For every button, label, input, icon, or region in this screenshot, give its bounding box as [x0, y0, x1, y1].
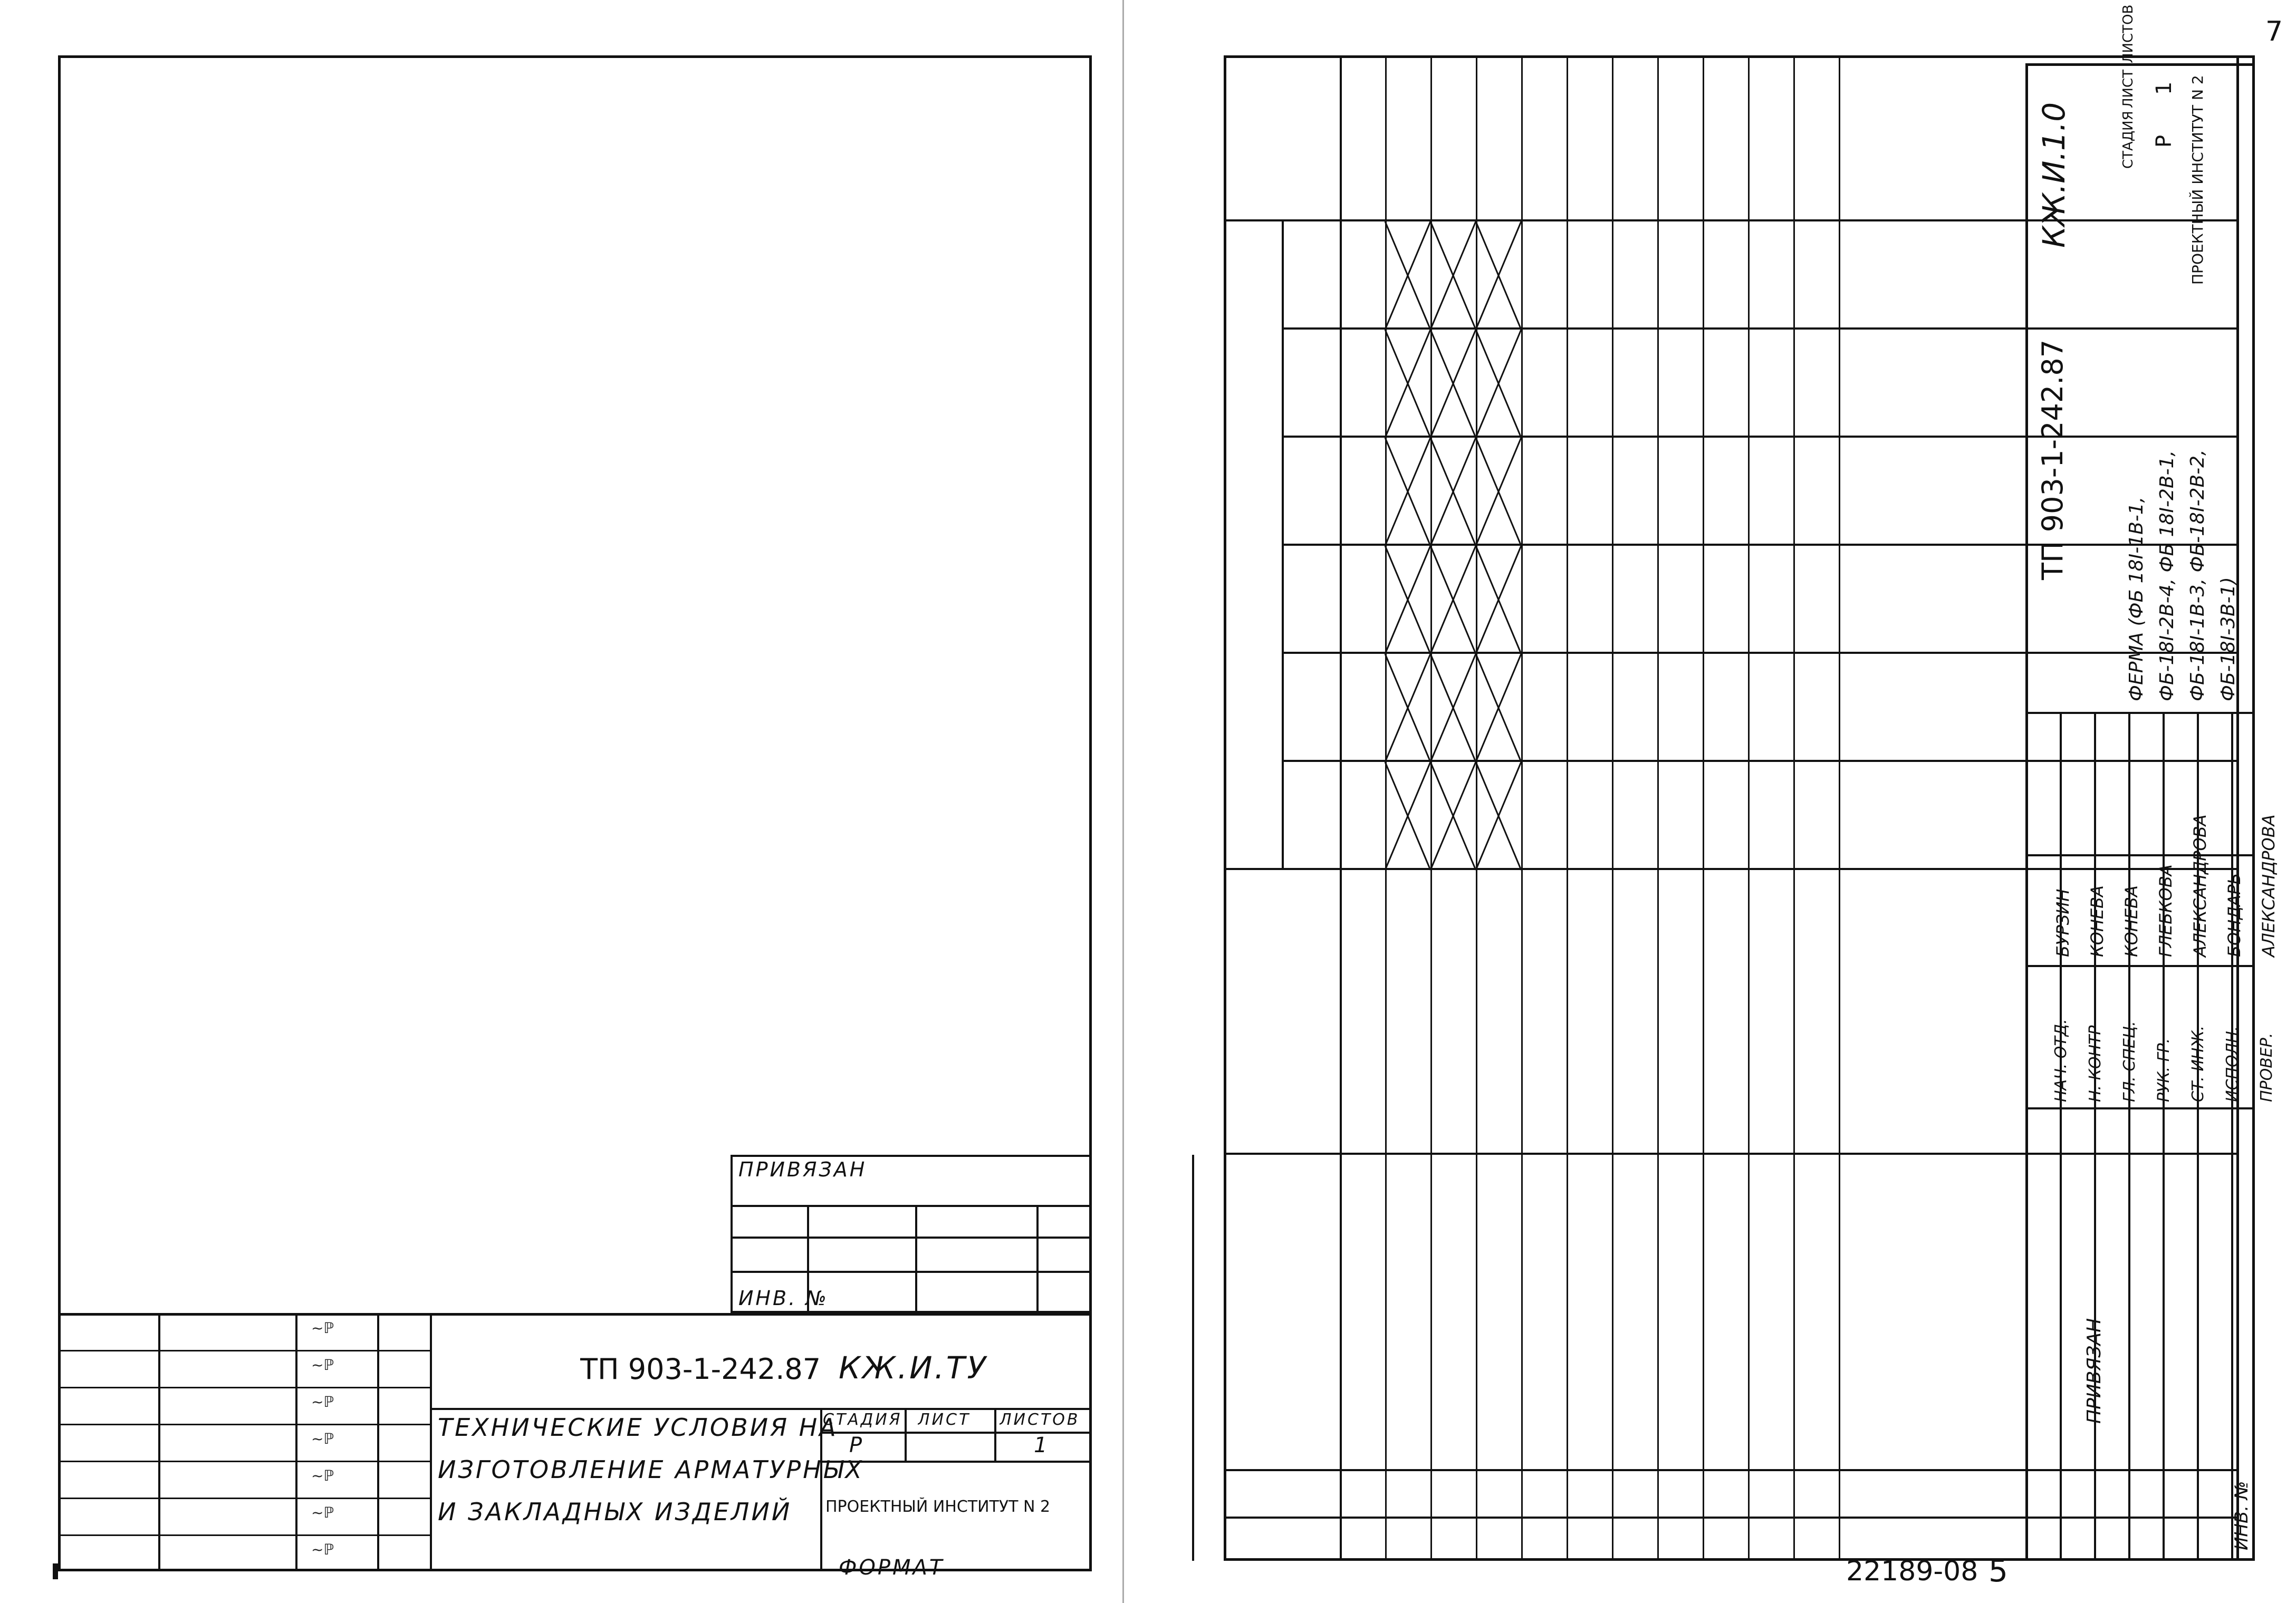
stamp-row-line [58, 1424, 430, 1425]
sheet-divider [1122, 0, 1124, 1603]
stamp-col-line [2163, 712, 2165, 1561]
stamp-row-line [58, 1350, 430, 1351]
left-sheet-label: ЛИСТ [918, 1411, 971, 1429]
left-title-line-2: ИЗГОТОВЛЕНИЕ АРМАТУРНЫХ [438, 1455, 864, 1484]
stamp-name: ГЛЕБКОВА [2156, 864, 2176, 957]
stamp-name: КОНЕВА [2087, 885, 2107, 957]
left-sheets-label: ЛИСТОВ [1000, 1411, 1080, 1429]
stamp-role: СТ. ИНЖ. [2189, 1025, 2207, 1102]
left-doc-code: ТП 903-1-242.87 [580, 1353, 821, 1386]
stamp-col-line [2060, 712, 2062, 1561]
side-strip-line [1192, 1155, 1194, 1561]
stamp-hline [2025, 712, 2255, 714]
signature: ~ℙ [311, 1467, 334, 1484]
signature: ~ℙ [311, 1504, 334, 1521]
left-title-line-1: ТЕХНИЧЕСКИЕ УСЛОВИЯ НА [438, 1413, 838, 1442]
stamp-role: ИСПОЛН. [2223, 1026, 2242, 1102]
stamp-col-line [2094, 712, 2096, 1561]
right-stage-value: Р [2152, 134, 2176, 148]
right-title-line: ФЕРМА (ФБ 18I-1В-1, [2126, 496, 2147, 701]
right-title-line: ФБ-18I-2В-4, ФБ 18I-2В-1, [2156, 450, 2178, 701]
right-sheet-label: ЛИСТ [2120, 69, 2136, 108]
right-inv-no: ИНВ. № [2231, 1481, 2252, 1550]
corner-number: 7 [2265, 16, 2283, 47]
stamp-name: БУРЗИН [2053, 889, 2073, 957]
stamp-role: ГЛ. СПЕЦ. [2120, 1021, 2139, 1102]
signature: ~ℙ [311, 1356, 334, 1374]
stamp-col-line [2128, 712, 2130, 1561]
right-stage-label: СТАДИЯ [2120, 111, 2136, 169]
signature: ~ℙ [311, 1319, 334, 1337]
stamp-name: АЛЕКСАНДРОВА [2259, 814, 2279, 957]
stamp-name: АЛЕКСАНДРОВА [2190, 814, 2210, 957]
right-doc-code: ТП 903-1-242.87 [2036, 339, 2069, 580]
stamp-row-line [58, 1534, 430, 1536]
stamp-role: ПРОВЕР. [2257, 1032, 2276, 1102]
stamp-role: РУК. ГР. [2155, 1038, 2173, 1102]
signature: ~ℙ [311, 1393, 334, 1411]
privyazan-label: ПРИВЯЗАН [738, 1158, 867, 1181]
stamp-name: КОНЕВА [2121, 885, 2141, 957]
left-sheet-value: 1 [1034, 1433, 1050, 1457]
right-sheets-label: ЛИСТОВ [2120, 4, 2136, 63]
left-org: ПРОЕКТНЫЙ ИНСТИТУТ N 2 [825, 1498, 1051, 1516]
stamp-row-line [58, 1387, 430, 1388]
right-title-line: ФБ-18I-1В-3, ФБ-18I-2В-2, [2187, 449, 2208, 701]
stamp-role: НАЧ. ОТД. [2052, 1019, 2070, 1102]
right-org: ПРОЕКТНЫЙ ИНСТИТУТ N 2 [2189, 75, 2206, 285]
archive-number: 22189-08 [1846, 1556, 1978, 1587]
left-format: ФОРМАТ [839, 1556, 945, 1580]
left-stage-label: СТАДИЯ [823, 1411, 902, 1429]
page-number: 5 [1988, 1553, 2008, 1589]
stamp-row-line [58, 1498, 430, 1499]
left-stage-value: Р [849, 1433, 864, 1457]
stamp-name: БОНДАРЬ [2224, 873, 2244, 957]
inv-no-label: ИНВ. № [738, 1287, 829, 1310]
stamp-col-line [2231, 712, 2233, 1561]
right-title-line: ФБ-18I-3В-1) [2217, 577, 2239, 701]
corner-mark [53, 1563, 58, 1579]
right-privyazan: ПРИВЯЗАН [2083, 1318, 2105, 1424]
right-sheet-value: 1 [2152, 81, 2176, 95]
stamp-hline [2025, 1107, 2255, 1109]
stamp-hline [2025, 965, 2255, 967]
signature: ~ℙ [311, 1430, 334, 1447]
stamp-role: Н. КОНТР [2086, 1025, 2105, 1102]
left-doc-mark: КЖ.И.ТУ [839, 1350, 988, 1386]
stamp-hline [2025, 854, 2255, 856]
stamp-row-line [58, 1461, 430, 1462]
signature: ~ℙ [311, 1541, 334, 1558]
right-doc-mark: КЖ.И.1.0 [2036, 102, 2072, 248]
left-title-line-3: И ЗАКЛАДНЫХ ИЗДЕЛИЙ [438, 1498, 792, 1526]
